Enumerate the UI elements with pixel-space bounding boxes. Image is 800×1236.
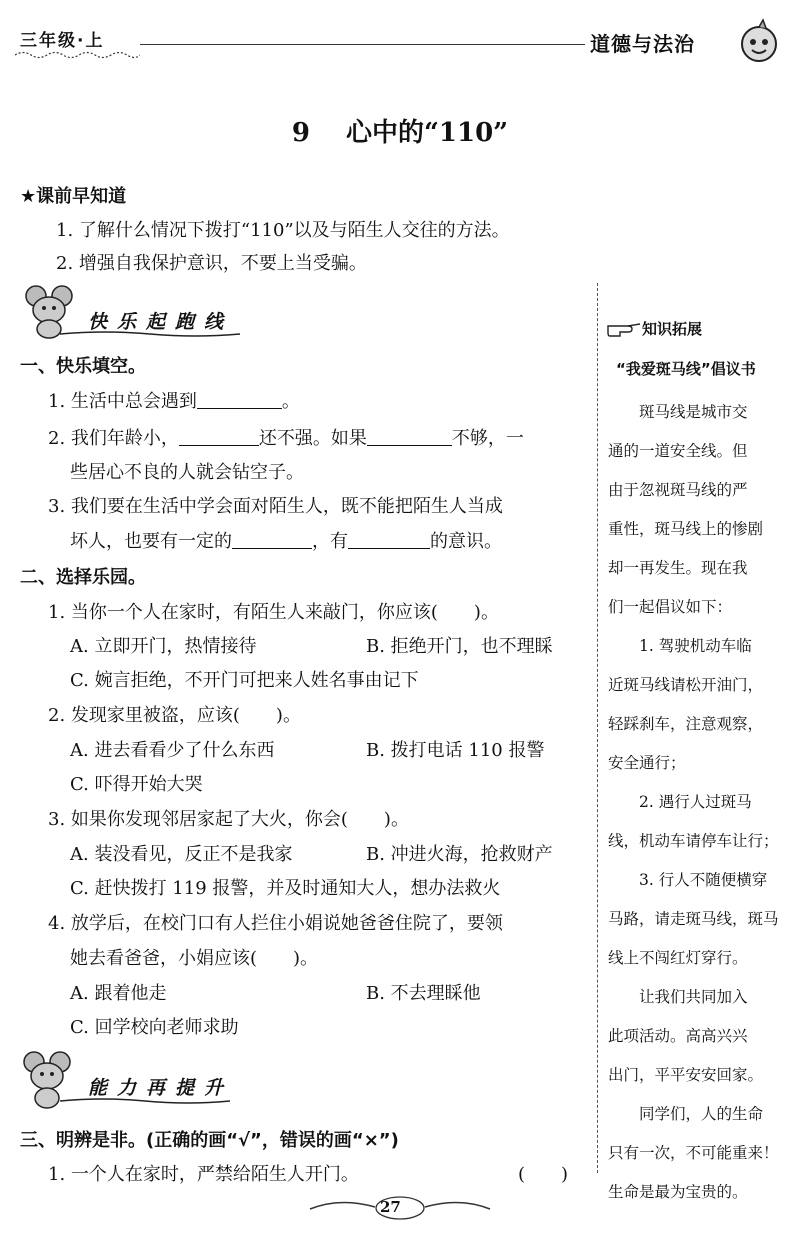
sidebar-line: 同学们，人的生命 xyxy=(608,1105,764,1123)
subject-label: 道德与法治 xyxy=(590,32,695,56)
sidebar-line: 重性，斑马线上的惨剧 xyxy=(608,520,764,538)
fill-question-1: 1. 生活中总会遇到 。 xyxy=(48,391,300,412)
choice-question: 4. 放学后，在校门口有人拦住小娟说她爸爸住院了，要领 xyxy=(48,913,503,934)
sidebar-line: 1. 驾驶机动车临 xyxy=(608,637,752,655)
preview-heading: ★课前早知道 xyxy=(20,186,127,207)
choice-option[interactable]: C. 赶快拨打 119 报警，并及时通知大人，想办法救火 xyxy=(70,878,501,899)
sidebar-heading: 知识拓展 xyxy=(642,320,703,338)
sidebar-divider xyxy=(597,283,598,1173)
sidebar-line: 通的一道安全线。但 xyxy=(608,442,748,460)
choice-question-cont: 她去看爸爸，小娟应该( )。 xyxy=(70,948,319,969)
fill-question-3: 3. 我们要在生活中学会面对陌生人，既不能把陌生人当成 xyxy=(48,496,503,517)
answer-paren[interactable]: ( ) xyxy=(518,1164,569,1185)
choice-option[interactable]: C. 婉言拒绝，不开门可把来人姓名事由记下 xyxy=(70,670,419,691)
choice-option[interactable]: B. 拨打电话 110 报警 xyxy=(366,740,545,761)
sidebar-line: 却一再发生。现在我 xyxy=(608,559,748,577)
header-rule xyxy=(140,44,585,45)
grade-label: 三年级·上 xyxy=(20,31,105,51)
choice-option[interactable]: B. 冲进火海，抢救财产 xyxy=(366,844,553,865)
pointing-hand-icon xyxy=(606,316,646,338)
choice-option[interactable]: B. 不去理睬他 xyxy=(366,983,481,1004)
sidebar-title: “我爱斑马线”倡议书 xyxy=(616,360,756,378)
sidebar-line: 线上不闯红灯穿行。 xyxy=(608,949,748,967)
sidebar-line: 由于忽视斑马线的严 xyxy=(608,481,748,499)
sidebar-line: 此项活动。高高兴兴 xyxy=(608,1027,748,1045)
lesson-number: 9 xyxy=(291,118,310,148)
choice-question: 2. 发现家里被盗，应该( )。 xyxy=(48,705,301,726)
choice-option[interactable]: A. 装没看见，反正不是我家 xyxy=(70,844,293,865)
sidebar-line: 安全通行； xyxy=(608,754,686,772)
banner-underline xyxy=(60,330,240,338)
fill-question-3-cont: 坏人，也要有一定的 ，有 的意识。 xyxy=(70,531,502,552)
part2-heading: 二、选择乐园。 xyxy=(20,567,146,588)
part1-heading: 一、快乐填空。 xyxy=(20,356,146,377)
choice-option[interactable]: A. 立即开门，热情接待 xyxy=(70,636,257,657)
lesson-name: 心中的“110” xyxy=(345,118,509,148)
sidebar-line: 2. 遇行人过斑马 xyxy=(608,793,752,811)
preview-item: 1. 了解什么情况下拨打“110”以及与陌生人交往的方法。 xyxy=(56,220,510,241)
section-banner: 快乐起跑线 xyxy=(88,311,234,333)
choice-option[interactable]: C. 回学校向老师求助 xyxy=(70,1017,239,1038)
fill-question-2-cont: 些居心不良的人就会钻空子。 xyxy=(70,462,304,483)
lesson-title xyxy=(0,112,800,149)
answer-blank[interactable] xyxy=(197,390,282,409)
section-banner: 能力再提升 xyxy=(88,1077,234,1099)
sidebar-line: 斑马线是城市交 xyxy=(608,403,748,421)
sidebar-line: 近斑马线请松开油门， xyxy=(608,676,764,694)
sidebar-line: 只有一次，不可能重来！ xyxy=(608,1144,779,1162)
choice-option[interactable]: A. 进去看看少了什么东西 xyxy=(70,740,275,761)
sidebar-line: 生命是最为宝贵的。 xyxy=(608,1183,748,1201)
fill-question-2: 2. 我们年龄小， 还不强。如果 不够，一 xyxy=(48,428,524,449)
sidebar-body xyxy=(608,393,790,1212)
mascot-icon xyxy=(735,18,783,66)
preview-item: 2. 增强自我保护意识，不要上当受骗。 xyxy=(56,253,367,274)
page-number: 27 xyxy=(380,1198,401,1216)
sidebar-line: 让我们共同加入 xyxy=(608,988,748,1006)
sidebar-line: 线，机动车请停车让行； xyxy=(608,832,779,850)
answer-blank[interactable] xyxy=(367,427,452,446)
judge-question: 1. 一个人在家时，严禁给陌生人开门。 xyxy=(48,1164,359,1185)
wavy-decoration xyxy=(15,50,140,60)
part3-heading: 三、明辨是非。(正确的画“√”，错误的画“×”) xyxy=(20,1130,399,1151)
choice-option[interactable]: B. 拒绝开门，也不理睬 xyxy=(366,636,553,657)
answer-blank[interactable] xyxy=(179,427,259,446)
banner-underline xyxy=(60,1097,230,1105)
choice-question: 1. 当你一个人在家时，有陌生人来敲门，你应该( )。 xyxy=(48,602,499,623)
choice-question: 3. 如果你发现邻居家起了大火，你会( )。 xyxy=(48,809,409,830)
sidebar-line: 们一起倡议如下： xyxy=(608,598,733,616)
sidebar-line: 轻踩刹车，注意观察， xyxy=(608,715,764,733)
sidebar-line: 马路，请走斑马线，斑马 xyxy=(608,910,779,928)
answer-blank[interactable] xyxy=(232,530,312,549)
answer-blank[interactable] xyxy=(348,530,430,549)
sidebar-line: 出门，平平安安回家。 xyxy=(608,1066,764,1084)
sidebar-line: 3. 行人不随便横穿 xyxy=(608,871,768,889)
choice-option[interactable]: C. 吓得开始大哭 xyxy=(70,774,203,795)
choice-option[interactable]: A. 跟着他走 xyxy=(70,983,167,1004)
